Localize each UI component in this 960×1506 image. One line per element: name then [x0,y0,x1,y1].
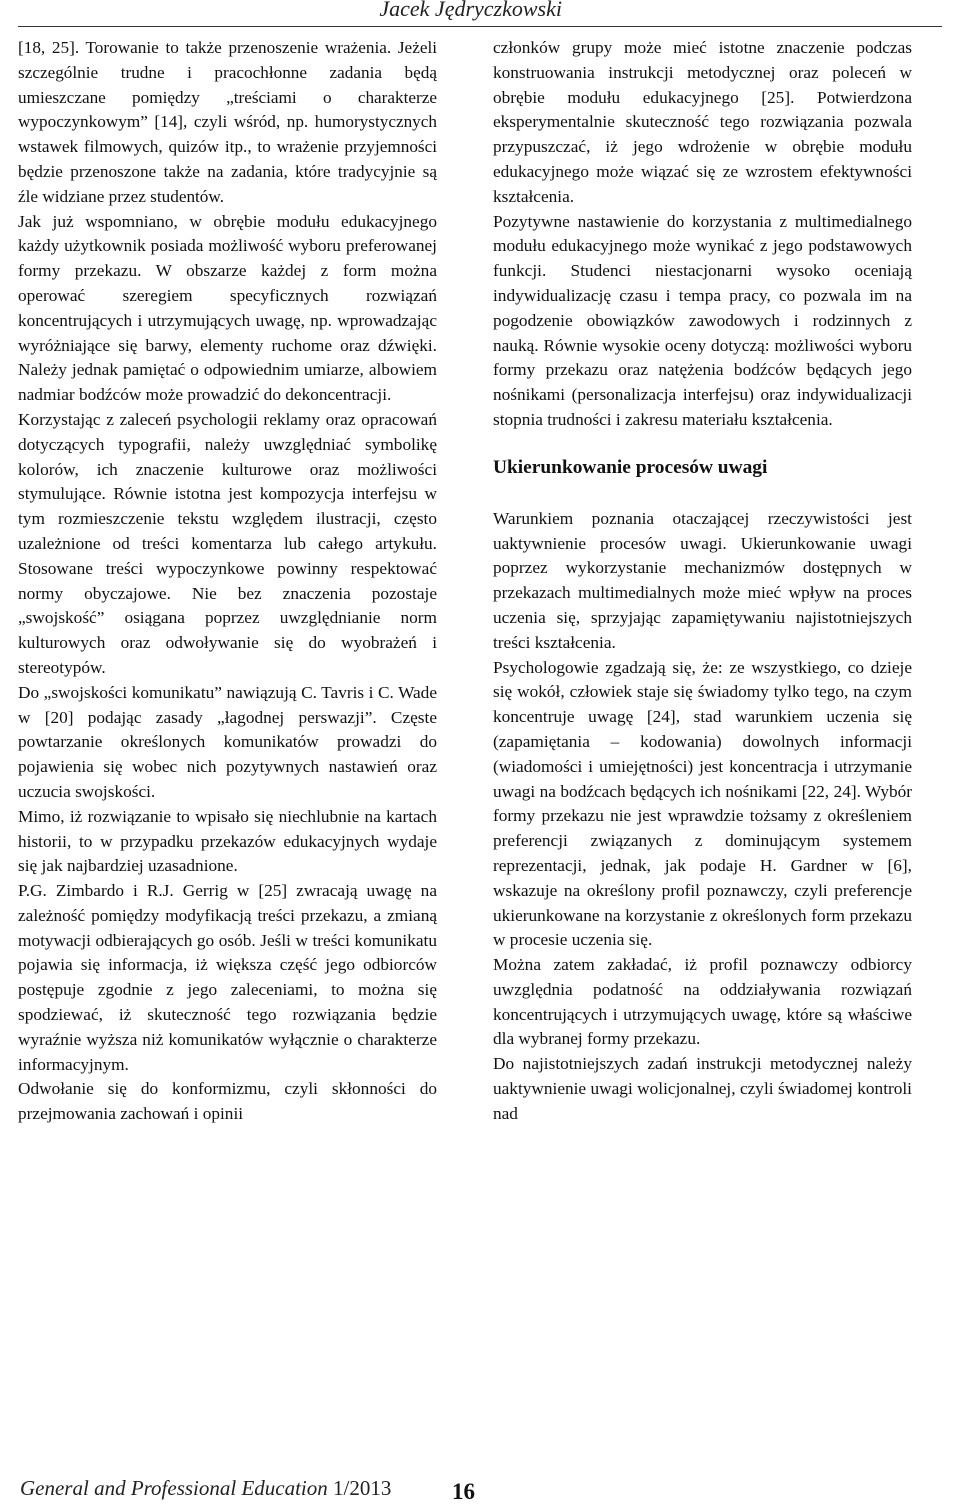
left-column [18,36,437,1127]
body-paragraph: Do „swojskości komunikatu” nawiązują C. Tavris i C. Wade w [20] podając zasady „łagodnej perswazji”. Częste powtarzanie określonych komunikatów prowadzi do pojawienia się wobec nich pozytywnych nastawień oraz uczucia swojskości. [18,682,437,801]
journal-name: General and Professional Education [20,1476,328,1500]
running-header-author: Jacek Jędryczkowski [379,0,562,21]
journal-issue: 1/2013 [333,1476,392,1500]
body-paragraph: Do najistotniejszych zadań instrukcji metodycznej należy uaktywnienie uwagi wolicjonalnej, czyli świadomej kontroli nad [493,1054,912,1123]
body-paragraph: Można zatem zakładać, iż profil poznawczy odbiorcy uwzględnia podatność na oddziaływania rozwiązań koncentrujących i utrzymujących uwagę, które są właściwe dla wybranej formy przekazu. [493,955,912,1049]
body-paragraph: Psychologowie zgadzają się, że: ze wszystkiego, co dzieje się wokół, człowiek staje się świadomy tylko tego, na czym koncentruje uwagę [24], stad warunkiem uczenia się (zapamiętania – kodowania) dowolnych informacji (wiadomości i umiejętności) jest koncentracja i utrzymanie uwagi na bodźcach będących ich nośnikami [22, 24]. Wybór formy przekazu nie jest wprawdzie tożsamy z określeniem preferencji związanych z dominującym systemem reprezentacji, jednak, jak podaje H. Gardner w [6], wskazuje na określony profil poznawczy, czyli preferencje ukierunkowane na korzystanie z określonych form przekazu w procesie uczenia się. [493,657,912,950]
body-paragraph: [18, 25]. Torowanie to także przenoszenie wrażenia. Jeżeli szczególnie trudne i pracochłonne zadania będą umieszczane pomiędzy „treściami o charakterze wypoczynkowym” [14], czyli wśród, np. humorystycznych wstawek filmowych, quizów itp., to wrażenie przyjemności będzie przenoszone także na zadania, które tradycyjnie są źle widziane przez studentów. [18,38,437,206]
right-column [493,36,912,1127]
page-number: 16 [452,1479,475,1504]
body-paragraph: Korzystając z zaleceń psychologii reklamy oraz opracowań dotyczących typografii, należy uwzględniać symbolikę kolorów, ich znaczenie kulturowe oraz możliwości stymulujące. Równie istotna jest kompozycja interfejsu w tym rozmieszczenie tekstu względem ilustracji, często uzależnione od treści komentarza lub całego artykułu. Stosowane treści wypoczynkowe powinny respektować normy obyczajowe. Nie bez znaczenia pozostaje „swojskość” osiągana poprzez uwzględnianie norm kulturowych oraz odwoływanie się do wyobrażeń i stereotypów. [18,409,437,677]
footer-journal [20,1474,391,1502]
section-heading: Ukierunkowanie procesów uwagi [493,456,768,478]
body-paragraph: P.G. Zimbardo i R.J. Gerrig w [25] zwracają uwagę na zależność pomiędzy modyfikacją treści przekazu, a zmianą motywacji odbierających go osób. Jeśli w treści komunikatu pojawia się informacja, iż większa część jego odbiorców postępuje zgodnie z jego zaleceniami, to można się spodziewać, iż skuteczność tego rozwiązania będzie wyraźnie wyższa niż komunikatów wyłącznie o charakterze informacyjnym. [18,881,437,1074]
body-paragraph: Jak już wspomniano, w obrębie modułu edukacyjnego każdy użytkownik posiada możliwość wyboru preferowanej formy przekazu. W obszarze każdej z form można operować szeregiem specyficznych rozwiązań koncentrujących i utrzymujących uwagę, np. wprowadzając wyróżniające się barwy, elementy ruchome oraz dźwięki. Należy jednak pamiętać o odpowiednim umiarze, albowiem nadmiar bodźców może prowadzić do dekoncentracji. [18,211,437,405]
body-paragraph: Warunkiem poznania otaczającej rzeczywistości jest uaktywnienie procesów uwagi. Ukierunkowanie uwagi poprzez wykorzystanie mechanizmów dostępnych w przekazach multimedialnych może mieć wpływ na proces uczenia się, sprzyjając zapamiętywaniu najistotniejszych treści kształcenia. [493,508,912,652]
body-paragraph: Mimo, iż rozwiązanie to wpisało się niechlubnie na kartach historii, to w przypadku przekazów edukacyjnych wydaje się jak najbardziej uzasadnione. [18,806,437,876]
header-rule [18,26,942,27]
body-paragraph: Pozytywne nastawienie do korzystania z multimedialnego modułu edukacyjnego może wynikać z jego podstawowych funkcji. Studenci niestacjonarni wysoko oceniają indywidualizację czasu i tempa pracy, co pozwala im na pogodzenie obowiązków zawodowych i rodzinnych z nauką. Równie wysokie oceny dotyczą: możliwości wyboru formy przekazu oraz natężenia bodźców będących jego nośnikami (personalizacja interfejsu) oraz indywidualizacji stopnia trudności i zakresu materiału kształcenia. [493,211,912,429]
body-paragraph: członków grupy może mieć istotne znaczenie podczas konstruowania instrukcji metodycznej oraz poleceń w obrębie modułu edukacyjnego [25]. Potwierdzona eksperymentalnie skuteczność tego rozwiązania pozwala przypuszczać, iż jego wdrożenie w obrębie modułu edukacyjnego może wiązać się ze wzrostem efektywności kształcenia. [493,38,912,206]
body-paragraph: Odwołanie się do konformizmu, czyli skłonności do przejmowania zachowań i opinii [18,1079,437,1124]
